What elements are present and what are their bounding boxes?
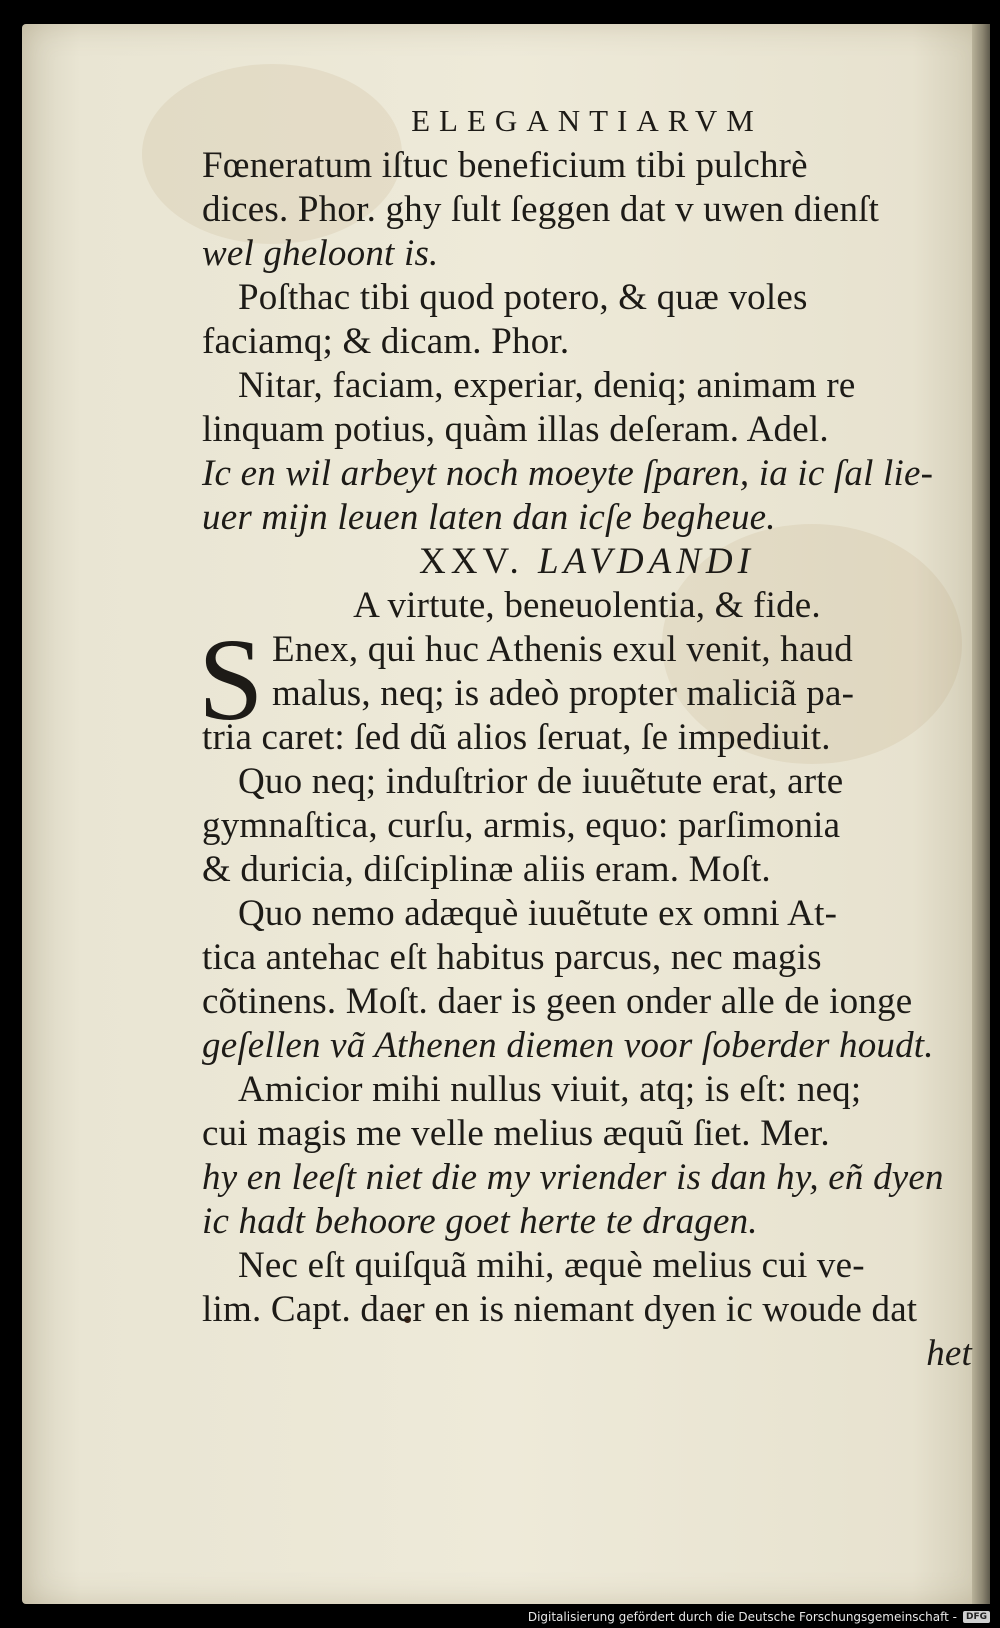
section-number: XXV. [419, 541, 524, 582]
catchword: het [926, 1333, 972, 1374]
text-line: dices. Phor. ghy ſult ſeggen dat v uwen dienſt [202, 189, 880, 230]
digitization-footer [528, 1610, 990, 1624]
text-line-italic: geſellen vã Athenen diemen voor ſoberder houdt. [202, 1025, 934, 1066]
text-line: gymnaſtica, curſu, armis, equo: parſimonia [202, 805, 841, 846]
section-subtitle: A virtute, beneuolentia, & fide. [353, 585, 821, 626]
text-line: Quo neq; induſtrior de iuuẽtute erat, arte [238, 761, 844, 802]
text-line: & duricia, diſciplinæ aliis eram. Moſt. [202, 849, 771, 890]
page-text [198, 94, 972, 1376]
text-line: Amicior mihi nullus viuit, atq; is eſt: neq; [238, 1069, 862, 1110]
book-page [22, 24, 990, 1604]
text-line: malus, neq; is adeò propter maliciã pa- [272, 673, 855, 714]
text-line-italic: hy en leeſt niet die my vriender is dan hy, eñ dyen [202, 1157, 944, 1198]
section-word: LAVDANDI [537, 541, 755, 582]
text-line-italic: uer mijn leuen laten dan icſe begheue. [202, 497, 776, 538]
text-line-italic: wel gheloont is. [202, 233, 439, 274]
drop-capital: S [198, 614, 264, 745]
text-line: cõtinens. Moſt. daer is geen onder alle de ionge [202, 981, 913, 1022]
text-line: Nec eſt quiſquã mihi, æquè melius cui ve- [238, 1245, 865, 1286]
section-heading [202, 540, 972, 584]
text-line: tria caret: ſed dũ alios ſeruat, ſe impediuit. [202, 717, 831, 758]
text-line-italic: ic hadt behoore goet herte te dragen. [202, 1201, 758, 1242]
text-line-italic: Ic en wil arbeyt noch moeyte ſparen, ia ic ſal lie- [202, 453, 934, 494]
text-line: faciamq; & dicam. Phor. [202, 321, 570, 362]
text-line: Enex, qui huc Athenis exul venit, haud [272, 629, 853, 670]
text-line: cui magis me velle melius æquũ ſiet. Mer. [202, 1113, 830, 1154]
text-line: Poſthac tibi quod potero, & quæ voles [238, 277, 808, 318]
text-line: linquam potius, quàm illas deſeram. Adel. [202, 409, 829, 450]
text-line: tica antehac eſt habitus parcus, nec magis [202, 937, 822, 978]
running-head: ELEGANTIARVM [411, 103, 763, 138]
text-line: Nitar, faciam, experiar, deniq; animam re [238, 365, 856, 406]
book-spine [972, 24, 990, 1604]
text-line: lim. Capt. daer en is niemant dyen ic woude dat [202, 1289, 918, 1330]
text-line: Fœneratum iſtuc beneficium tibi pulchrè [202, 145, 808, 186]
text-line: Quo nemo adæquè iuuẽtute ex omni At- [238, 893, 838, 934]
dfg-logo-icon: DFG [963, 1611, 990, 1623]
footer-text: Digitalisierung gefördert durch die Deutsche Forschungsgemeinschaft - [527, 1610, 957, 1624]
